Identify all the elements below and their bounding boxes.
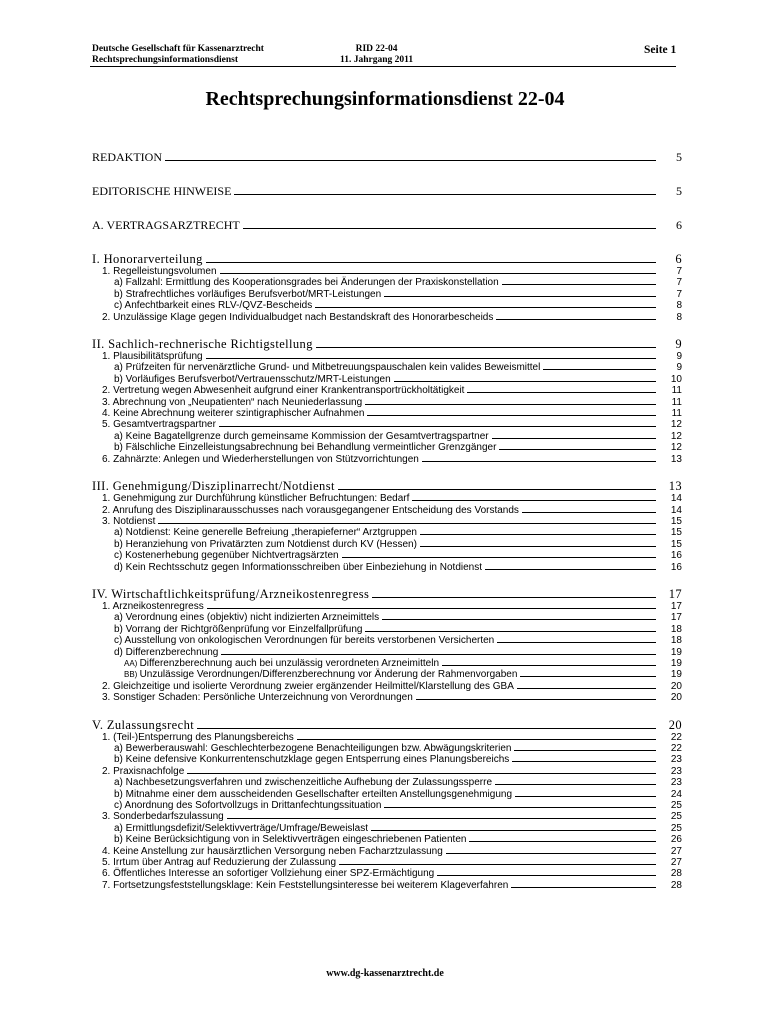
- toc-page-number: 28: [670, 868, 682, 880]
- toc-page-number: 7: [676, 266, 682, 277]
- toc-item-label: a) Bewerberauswahl: Geschlechterbezogene Benachteiligungen bzw. Abwägungskriterien: [114, 743, 512, 754]
- toc-entry-title: [92, 252, 203, 266]
- toc-item: [92, 857, 682, 868]
- toc-item: [92, 635, 682, 646]
- toc-entry-title: [114, 362, 540, 373]
- toc-item-label: b) Heranziehung von Privatärzten zum Notdienst durch KV (Hessen): [114, 538, 417, 550]
- toc-item-label: a) Keine Bagatellgrenze durch gemeinsame Kommission der Gesamtvertragspartner: [114, 430, 489, 442]
- toc-page-number: 27: [670, 845, 682, 857]
- toc-leader-line: [420, 534, 656, 535]
- toc-page-number: 9: [676, 351, 682, 363]
- toc-page-number: 18: [670, 635, 682, 647]
- toc-leader-line: [384, 807, 656, 808]
- toc-entry-title: [114, 539, 417, 550]
- table-of-contents: [92, 150, 682, 891]
- toc-entry-title: [114, 624, 362, 635]
- toc-item: [92, 880, 682, 891]
- toc-item-label: 3. Abrechnung von „Neupatienten“ nach Neuniederlassung: [102, 396, 363, 408]
- toc-leader-line: [227, 818, 656, 819]
- toc-item: [92, 454, 682, 465]
- toc-entry-title: [114, 612, 379, 623]
- toc-leader-line: [437, 875, 656, 876]
- toc-item: [92, 527, 682, 538]
- toc-item: [92, 419, 682, 430]
- toc-leader-line: [412, 500, 656, 501]
- toc-page-number: 24: [670, 788, 682, 800]
- toc-leader-line: [206, 262, 656, 263]
- toc-item-prefix: AA): [124, 658, 140, 668]
- toc-item: [92, 442, 682, 453]
- toc-item-label: d) Differenzberechnung: [114, 646, 219, 658]
- toc-leader-line: [297, 739, 656, 740]
- toc-page-number: 7: [676, 277, 682, 289]
- toc-item-label: 1. Regelleistungsvolumen: [102, 266, 217, 277]
- toc-entry-title: [124, 658, 439, 669]
- toc-entry-title: [102, 732, 294, 743]
- toc-page-number: 28: [670, 879, 682, 891]
- toc-item: [92, 754, 682, 765]
- toc-entry-title: [92, 218, 240, 232]
- toc-page-number: 20: [670, 680, 682, 692]
- toc-leader-line: [339, 864, 656, 865]
- toc-item: [92, 846, 682, 857]
- toc-page-number: 19: [670, 657, 682, 669]
- toc-item: [92, 669, 682, 680]
- toc-leader-line: [365, 404, 656, 405]
- toc-item: [92, 397, 682, 408]
- toc-page-number: 18: [670, 623, 682, 635]
- toc-leader-line: [446, 853, 656, 854]
- header-center: [340, 44, 413, 66]
- toc-entry-title: [102, 505, 519, 516]
- toc-page-number: 6: [675, 252, 682, 266]
- header-left: [92, 44, 264, 66]
- toc-page-number: 22: [670, 743, 682, 754]
- toc-entry-title: [114, 800, 381, 811]
- toc-leader-line: [234, 194, 656, 195]
- toc-page-number: 12: [670, 442, 682, 454]
- toc-entry-title: [114, 834, 466, 845]
- toc-item-label: 4. Keine Anstellung zur hausärztlichen Versorgung neben Facharztzulassung: [102, 845, 443, 857]
- toc-entry-title: [102, 493, 409, 504]
- toc-item-label: b) Keine Berücksichtigung von in Selektivverträgen eingeschriebenen Patienten: [114, 834, 467, 846]
- toc-item-label: 2. Unzulässige Klage gegen Individualbudget nach Bestandskraft des Honorarbescheids: [102, 311, 494, 323]
- toc-item-label: 1. Plausibilitätsprüfung: [102, 351, 203, 363]
- toc-entry-title: [92, 479, 335, 493]
- toc-leader-line: [416, 699, 656, 700]
- toc-item-label: 6. Öffentliches Interesse an sofortiger Vollziehung einer SPZ-Ermächtigung: [102, 868, 435, 880]
- toc-item-label: c) Ausstellung von onkologischen Verordnungen für bereits verstorbenen Versicherten: [114, 635, 495, 647]
- toc-spacer: [92, 573, 682, 587]
- toc-entry-title: [102, 385, 464, 396]
- toc-leader-line: [384, 296, 656, 297]
- toc-page-number: 26: [670, 834, 682, 846]
- toc-leader-line: [511, 887, 656, 888]
- toc-entry-title: [102, 766, 184, 777]
- header-issue: RID 22-04: [355, 44, 398, 54]
- header-rule: [90, 66, 676, 67]
- toc-entry-title: [114, 300, 312, 311]
- toc-leader-line: [165, 160, 656, 161]
- toc-item-prefix: BB): [124, 670, 140, 680]
- toc-item-label: a) Verordnung eines (objektiv) nicht indizierten Arzneimittels: [114, 612, 380, 624]
- toc-page-number: 23: [670, 765, 682, 777]
- toc-entry-title: [114, 442, 496, 453]
- toc-item-label: c) Kostenerhebung gegenüber Nichtvertragsärzten: [114, 550, 339, 562]
- toc-page-number: 8: [676, 300, 682, 312]
- toc-leader-line: [497, 642, 656, 643]
- toc-item-label: a) Ermittlungsdefizit/Selektivverträge/Umfrage/Beweislast: [114, 822, 368, 834]
- toc-page-number: 7: [676, 288, 682, 300]
- toc-item: [92, 408, 682, 419]
- toc-entry-title: [114, 550, 339, 561]
- toc-entry-title: [102, 419, 216, 430]
- header-organization: Deutsche Gesellschaft für Kassenarztrecht: [92, 44, 264, 54]
- toc-entry-title: [114, 647, 218, 658]
- toc-item: [92, 601, 682, 612]
- page-title: Rechtsprechungsinformationsdienst 22-04: [205, 88, 565, 110]
- header-volume: 11. Jahrgang 2011: [340, 55, 414, 65]
- toc-entry-title: [102, 681, 514, 692]
- toc-item-label: 5. Gesamtvertragspartner: [102, 419, 216, 431]
- toc-page-number: 15: [670, 527, 682, 539]
- toc-entry-title: [114, 289, 381, 300]
- toc-item-label: a) Fallzahl: Ermittlung des Kooperationsgrades bei Änderungen der Praxiskonstellation: [114, 277, 499, 289]
- toc-item: [92, 431, 682, 442]
- toc-leader-line: [158, 523, 656, 524]
- toc-item-label: 1. (Teil-)Entsperrung des Planungsbereichs: [102, 731, 294, 743]
- toc-entry-title: [114, 431, 489, 442]
- toc-section-label: V. Zulassungsrecht: [92, 717, 195, 732]
- toc-leader-line: [442, 665, 656, 666]
- toc-entry-title: [102, 312, 493, 323]
- toc-page-number: 11: [671, 385, 682, 397]
- toc-entry-title: [92, 587, 369, 601]
- toc-item-label: Differenzberechnung auch bei unzulässig verordneten Arzneimitteln: [139, 657, 440, 669]
- toc-page-number: 14: [670, 504, 682, 516]
- toc-section-heading: [92, 252, 682, 266]
- toc-entry-title: [114, 777, 492, 788]
- toc-leader-line: [515, 796, 656, 797]
- toc-entry-title: [114, 754, 509, 765]
- toc-item-label: 3. Notdienst: [102, 515, 156, 527]
- toc-entry-title: [102, 454, 419, 465]
- toc-entry-title: [92, 184, 231, 198]
- toc-item: [92, 289, 682, 300]
- toc-item-label: b) Vorläufiges Berufsverbot/Vertrauensschutz/MRT-Leistungen: [114, 373, 391, 385]
- toc-entry-title: [102, 692, 413, 703]
- toc-page-number: 25: [670, 811, 682, 823]
- toc-spacer: [92, 323, 682, 337]
- toc-page-number: 25: [670, 822, 682, 834]
- toc-page-number: 16: [670, 550, 682, 562]
- toc-entry-title: [92, 150, 162, 164]
- toc-page-number: 27: [670, 857, 682, 869]
- toc-item-label: 7. Fortsetzungsfeststellungsklage: Kein Feststellungsinteresse bei weiterem Klageverfahren: [102, 879, 509, 891]
- toc-entry-title: [102, 868, 434, 879]
- toc-entry-title: [124, 669, 517, 680]
- toc-page-number: 5: [676, 184, 682, 198]
- toc-leader-line: [420, 546, 656, 547]
- toc-leader-line: [467, 392, 656, 393]
- toc-page-number: 8: [676, 311, 682, 323]
- toc-entry-title: [114, 277, 499, 288]
- toc-leader-line: [499, 449, 656, 450]
- toc-item: [92, 823, 682, 834]
- toc-leader-line: [187, 773, 656, 774]
- toc-page-number: 20: [670, 692, 682, 704]
- header-publication: Rechtsprechungsinformationsdienst: [92, 55, 239, 65]
- toc-page-number: 12: [670, 430, 682, 442]
- toc-item: [92, 362, 682, 373]
- toc-page-number: 5: [676, 150, 682, 164]
- toc-leader-line: [220, 273, 656, 274]
- toc-leader-line: [197, 728, 656, 729]
- toc-leader-line: [243, 228, 656, 229]
- toc-main-label: A. VERTRAGSARZTRECHT: [92, 218, 240, 232]
- toc-leader-line: [517, 688, 656, 689]
- toc-main-label: EDITORISCHE HINWEISE: [92, 184, 232, 198]
- toc-leader-line: [522, 512, 656, 513]
- toc-item: [92, 658, 682, 669]
- toc-item: [92, 789, 682, 800]
- toc-item-label: Unzulässige Verordnungen/Differenzberechnung vor Änderung der Rahmenvorgaben: [139, 669, 518, 681]
- toc-item: [92, 766, 682, 777]
- toc-spacer: [92, 198, 682, 218]
- toc-section-label: II. Sachlich-rechnerische Richtigstellung: [92, 337, 313, 352]
- toc-page-number: 22: [670, 731, 682, 743]
- toc-entry-title: [114, 562, 482, 573]
- toc-leader-line: [492, 438, 656, 439]
- toc-entry-title: [102, 811, 224, 822]
- toc-leader-line: [469, 841, 656, 842]
- toc-page-number: 19: [670, 646, 682, 658]
- toc-entry-title: [92, 718, 194, 732]
- toc-entry-title: [102, 408, 364, 419]
- toc-item: [92, 493, 682, 504]
- toc-item: [92, 692, 682, 703]
- toc-page-number: 23: [670, 754, 682, 766]
- toc-leader-line: [485, 569, 656, 570]
- toc-leader-line: [338, 489, 656, 490]
- toc-leader-line: [315, 307, 656, 308]
- toc-item: [92, 539, 682, 550]
- toc-item: [92, 385, 682, 396]
- toc-leader-line: [422, 461, 656, 462]
- toc-page-number: 17: [668, 586, 682, 601]
- toc-item: [92, 612, 682, 623]
- toc-item: [92, 562, 682, 573]
- toc-entry-title: [114, 823, 368, 834]
- toc-leader-line: [371, 830, 656, 831]
- toc-main-label: REDAKTION: [92, 150, 162, 164]
- toc-item: [92, 743, 682, 754]
- footer-website: www.dg-kassenarztrecht.de: [326, 968, 444, 979]
- toc-item: [92, 266, 682, 277]
- toc-entry-title: [114, 743, 511, 754]
- toc-leader-line: [221, 654, 656, 655]
- toc-item: [92, 505, 682, 516]
- toc-item-label: 5. Irrtum über Antrag auf Reduzierung der Zulassung: [102, 857, 337, 869]
- toc-entry-title: [102, 857, 336, 868]
- toc-item-label: c) Anfechtbarkeit eines RLV-/QVZ-Bescheids: [114, 300, 313, 312]
- toc-page-number: 20: [668, 717, 682, 732]
- toc-item-label: b) Keine defensive Konkurrentenschutzklage gegen Entsperrung eines Planungsbereichs: [114, 754, 510, 766]
- toc-item-label: 4. Keine Abrechnung weiterer szintigraphischer Aufnahmen: [102, 408, 365, 420]
- toc-item-label: 1. Genehmigung zur Durchführung künstlicher Befruchtungen: Bedarf: [102, 493, 410, 505]
- toc-leader-line: [206, 358, 656, 359]
- toc-entry-title: [114, 527, 417, 538]
- toc-page-number: 13: [668, 479, 682, 494]
- toc-item-label: b) Vorrang der Richtgrößenprüfung vor Einzelfallprüfung: [114, 623, 363, 635]
- toc-page-number: 6: [676, 218, 682, 232]
- toc-item-label: d) Kein Rechtsschutz gegen Informationsschreiben über Einbeziehung in Notdienst: [114, 561, 482, 573]
- toc-entry-title: [114, 635, 494, 646]
- toc-entry-title: [92, 337, 313, 351]
- toc-item: [92, 868, 682, 879]
- toc-page-number: 23: [670, 777, 682, 789]
- toc-entry-title: [102, 846, 443, 857]
- toc-section-heading: [92, 718, 682, 732]
- toc-leader-line: [365, 631, 656, 632]
- toc-entry-title: [102, 516, 155, 527]
- toc-leader-line: [495, 784, 656, 785]
- toc-leader-line: [372, 597, 656, 598]
- toc-entry-title: [102, 397, 362, 408]
- toc-entry-title: [114, 374, 391, 385]
- toc-section-heading: [92, 337, 682, 351]
- toc-page-number: 16: [670, 561, 682, 573]
- toc-item: [92, 681, 682, 692]
- toc-item: [92, 300, 682, 311]
- toc-item: [92, 732, 682, 743]
- toc-main-entry: [92, 184, 682, 198]
- toc-item: [92, 351, 682, 362]
- toc-item: [92, 374, 682, 385]
- toc-section-heading: [92, 587, 682, 601]
- toc-item-label: 3. Sonderbedarfszulassung: [102, 811, 224, 823]
- toc-item: [92, 550, 682, 561]
- toc-item: [92, 800, 682, 811]
- toc-page-number: 25: [670, 800, 682, 812]
- toc-page-number: 11: [671, 408, 682, 420]
- toc-section-label: IV. Wirtschaftlichkeitsprüfung/Arzneikostenregress: [92, 586, 370, 601]
- toc-page-number: 9: [675, 337, 682, 352]
- header-page-number: Seite 1: [644, 44, 677, 56]
- toc-page-number: 14: [670, 493, 682, 505]
- toc-leader-line: [367, 415, 656, 416]
- toc-item: [92, 312, 682, 323]
- toc-item-label: b) Strafrechtliches vorläufiges Berufsverbot/MRT-Leistungen: [114, 288, 382, 300]
- toc-entry-title: [102, 266, 217, 277]
- toc-spacer: [92, 232, 682, 252]
- toc-item: [92, 624, 682, 635]
- toc-main-entry: [92, 218, 682, 232]
- toc-entry-title: [102, 601, 204, 612]
- toc-leader-line: [514, 750, 656, 751]
- toc-leader-line: [512, 761, 656, 762]
- toc-item: [92, 777, 682, 788]
- toc-page-number: 11: [671, 396, 682, 408]
- toc-item: [92, 516, 682, 527]
- toc-item-label: a) Notdienst: Keine generelle Befreiung „therapieferner“ Arztgruppen: [114, 527, 417, 539]
- toc-item-label: 1. Arzneikostenregress: [102, 600, 204, 612]
- toc-item-label: c) Anordnung des Sofortvollzugs in Drittanfechtungssituation: [114, 800, 382, 812]
- toc-item: [92, 647, 682, 658]
- toc-page-number: 17: [670, 612, 682, 624]
- toc-entry-title: [102, 351, 203, 362]
- toc-entry-title: [114, 789, 512, 800]
- toc-spacer: [92, 164, 682, 184]
- toc-item: [92, 277, 682, 288]
- toc-leader-line: [382, 619, 656, 620]
- toc-item-label: 2. Gleichzeitige und isolierte Verordnung zweier ergänzender Heilmittel/Klarstellung des GBA: [102, 680, 514, 692]
- toc-item-label: a) Nachbesetzungsverfahren und zwischenzeitliche Aufhebung der Zulassungssperre: [114, 777, 493, 789]
- toc-item-label: b) Fälschliche Einzelleistungsabrechnung bei Behandlung vermeintlicher Grenzgänger: [114, 442, 497, 454]
- toc-section-label: I. Honorarverteilung: [92, 252, 203, 266]
- toc-item: [92, 834, 682, 845]
- toc-leader-line: [394, 381, 656, 382]
- toc-page-number: 15: [670, 538, 682, 550]
- toc-page-number: 9: [676, 362, 682, 374]
- toc-item-label: 2. Praxisnachfolge: [102, 765, 185, 777]
- toc-item-label: 2. Vertretung wegen Abwesenheit aufgrund einer Krankentransportrückholtätigkeit: [102, 385, 465, 397]
- toc-page-number: 13: [670, 453, 682, 465]
- toc-spacer: [92, 465, 682, 479]
- toc-section-heading: [92, 479, 682, 493]
- toc-leader-line: [496, 319, 656, 320]
- toc-leader-line: [207, 608, 656, 609]
- toc-section-label: III. Genehmigung/Disziplinarrecht/Notdienst: [92, 479, 335, 494]
- toc-page-number: 17: [670, 600, 682, 612]
- toc-page-number: 12: [670, 419, 682, 431]
- toc-leader-line: [520, 676, 656, 677]
- toc-leader-line: [219, 426, 656, 427]
- toc-leader-line: [543, 369, 656, 370]
- toc-item-label: 3. Sonstiger Schaden: Persönliche Unterzeichnung von Verordnungen: [102, 692, 413, 704]
- toc-page-number: 10: [670, 373, 682, 385]
- toc-leader-line: [502, 284, 656, 285]
- toc-leader-line: [342, 557, 656, 558]
- toc-spacer: [92, 704, 682, 718]
- toc-item-label: b) Mitnahme einer dem ausscheidenden Gesellschafter erteilten Anstellungsgenehmigung: [114, 788, 513, 800]
- toc-item-label: 2. Anrufung des Disziplinarausschusses nach vorausgegangener Entscheidung des Vorstands: [102, 504, 519, 516]
- toc-page-number: 19: [670, 669, 682, 681]
- toc-entry-title: [102, 880, 508, 891]
- toc-page-number: 15: [670, 515, 682, 527]
- toc-item-label: 6. Zahnärzte: Anlegen und Wiederherstellungen von Stützvorrichtungen: [102, 453, 419, 465]
- toc-leader-line: [316, 347, 656, 348]
- toc-item-label: a) Prüfzeiten für nervenärztliche Grund- und Mitbetreuungspauschalen kein valides Beweismittel: [114, 362, 541, 374]
- toc-main-entry: [92, 150, 682, 164]
- toc-item: [92, 811, 682, 822]
